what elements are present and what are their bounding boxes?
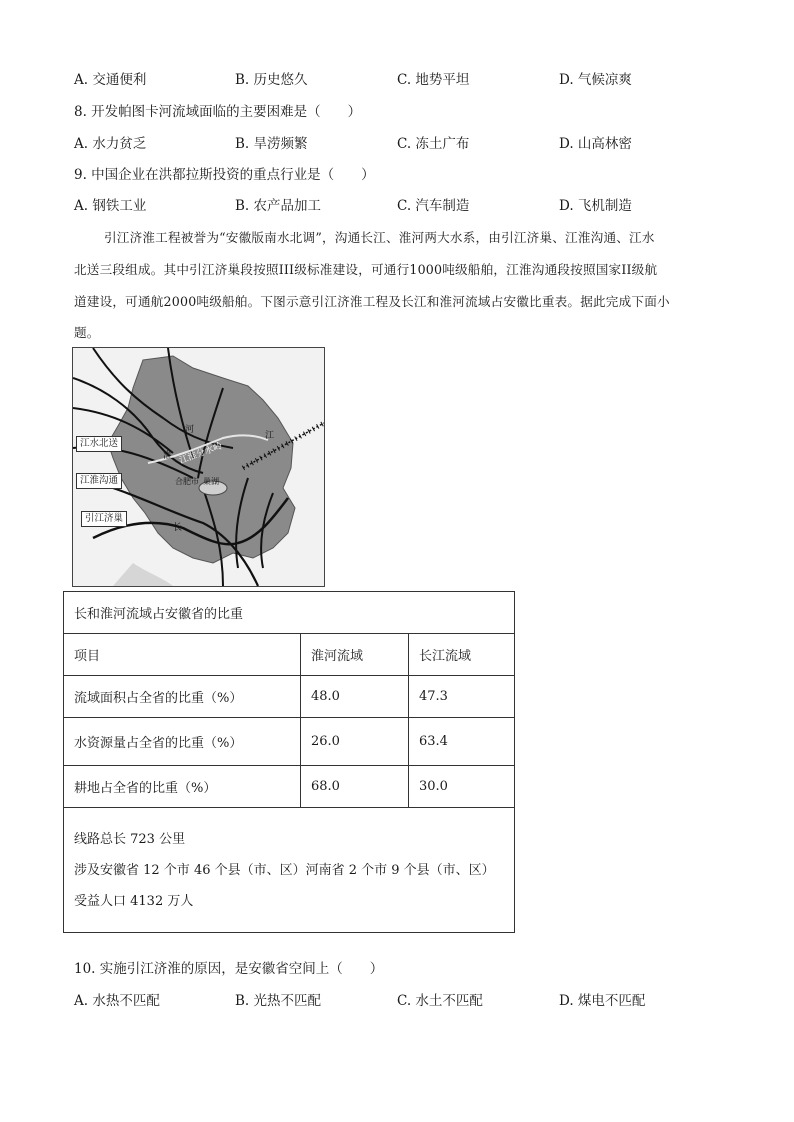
passage-line-2: 北送三段组成。其中引江济巢段按照III级标准建设，可通行1000吨级船舶，江淮沟通段按照国家II级航: [74, 262, 658, 277]
q7-option-a: A. 交通便利: [74, 72, 147, 88]
q10-options: [74, 989, 674, 1009]
q9-option-c: C. 汽车制造: [397, 198, 470, 214]
passage-line-3: 道建设，可通航2000吨级船舶。下图示意引江济淮工程及长江和淮河流域占安徽比重表。据此完成下面小: [74, 294, 670, 309]
table-row: [64, 718, 515, 766]
q9-options: [74, 194, 674, 214]
q9-option-d: D. 飞机制造: [559, 198, 632, 214]
label-chaohu: 巢湖: [203, 477, 219, 486]
footer-length: 线路总长 723 公里: [74, 831, 186, 847]
label-chang: 长: [173, 523, 183, 533]
q8-option-a: A. 水力贫乏: [74, 136, 147, 152]
label-yinjiang-jichao: 引江济巢: [81, 511, 127, 527]
table-cell: 63.4: [409, 718, 515, 766]
table-cell: 48.0: [301, 676, 409, 718]
label-fenshuiling: 江淮分水岭: [178, 441, 224, 467]
table-cell: 耕地占全省的比重（%）: [64, 766, 301, 808]
q7-option-c: C. 地势平坦: [397, 72, 470, 88]
table-row: [64, 676, 515, 718]
q9-option-b: B. 农产品加工: [235, 198, 322, 214]
q8-question: 8. 开发帕图卡河流域面临的主要困难是（ ）: [74, 104, 362, 120]
footer-population: 受益人口 4132 万人: [74, 893, 194, 909]
table-cell: 26.0: [301, 718, 409, 766]
q8-option-c: C. 冻土广布: [397, 136, 470, 152]
table-header-huai: 淮河流域: [301, 634, 409, 676]
footer-coverage: 涉及安徽省 12 个市 46 个县（市、区）河南省 2 个市 9 个县（市、区）: [74, 862, 495, 878]
passage-line-4: 题。: [74, 325, 100, 340]
label-jiangshui-beisong: 江水北送: [76, 436, 122, 452]
basin-proportion-table: [63, 591, 515, 933]
label-hefei: 合肥市: [175, 477, 199, 486]
q8-options: [74, 132, 674, 152]
label-jiang: 江: [265, 431, 275, 441]
table-cell: 68.0: [301, 766, 409, 808]
table-cell: 流域面积占全省的比重（%）: [64, 676, 301, 718]
anhui-water-project-map: [72, 347, 325, 587]
passage-line-1: 引江济淮工程被誉为“安徽版南水北调”，沟通长江、淮河两大水系，由引江济巢、江淮沟通、江水: [104, 230, 655, 245]
table-footer: [64, 808, 515, 933]
table-row: [64, 766, 515, 808]
table-cell: 47.3: [409, 676, 515, 718]
bottom-water: [113, 563, 173, 586]
q10-option-a: A. 水热不匹配: [74, 993, 160, 1009]
label-huai: 淮: [163, 451, 173, 461]
label-jianghuai-goutong: 江淮沟通: [76, 473, 122, 489]
q7-option-b: B. 历史悠久: [235, 72, 308, 88]
table-title: 长和淮河流域占安徽省的比重: [64, 592, 515, 634]
table-cell: 水资源量占全省的比重（%）: [64, 718, 301, 766]
q7-options: [74, 68, 674, 88]
q10-option-b: B. 光热不匹配: [235, 993, 322, 1009]
q9-question: 9. 中国企业在洪都拉斯投资的重点行业是（ ）: [74, 167, 375, 183]
q10-option-d: D. 煤电不匹配: [559, 993, 646, 1009]
table-header-chang: 长江流域: [409, 634, 515, 676]
q8-option-d: D. 山高林密: [559, 136, 632, 152]
table-cell: 30.0: [409, 766, 515, 808]
q9-option-a: A. 钢铁工业: [74, 198, 147, 214]
table-header-item: 项目: [64, 634, 301, 676]
q10-question: 10. 实施引江济淮的原因，是安徽省空间上（ ）: [74, 961, 384, 977]
q8-option-b: B. 旱涝频繁: [235, 136, 308, 152]
q7-option-d: D. 气候凉爽: [559, 72, 632, 88]
map-drawing: [73, 348, 324, 586]
label-he: 河: [185, 425, 195, 435]
q10-option-c: C. 水土不匹配: [397, 993, 483, 1009]
